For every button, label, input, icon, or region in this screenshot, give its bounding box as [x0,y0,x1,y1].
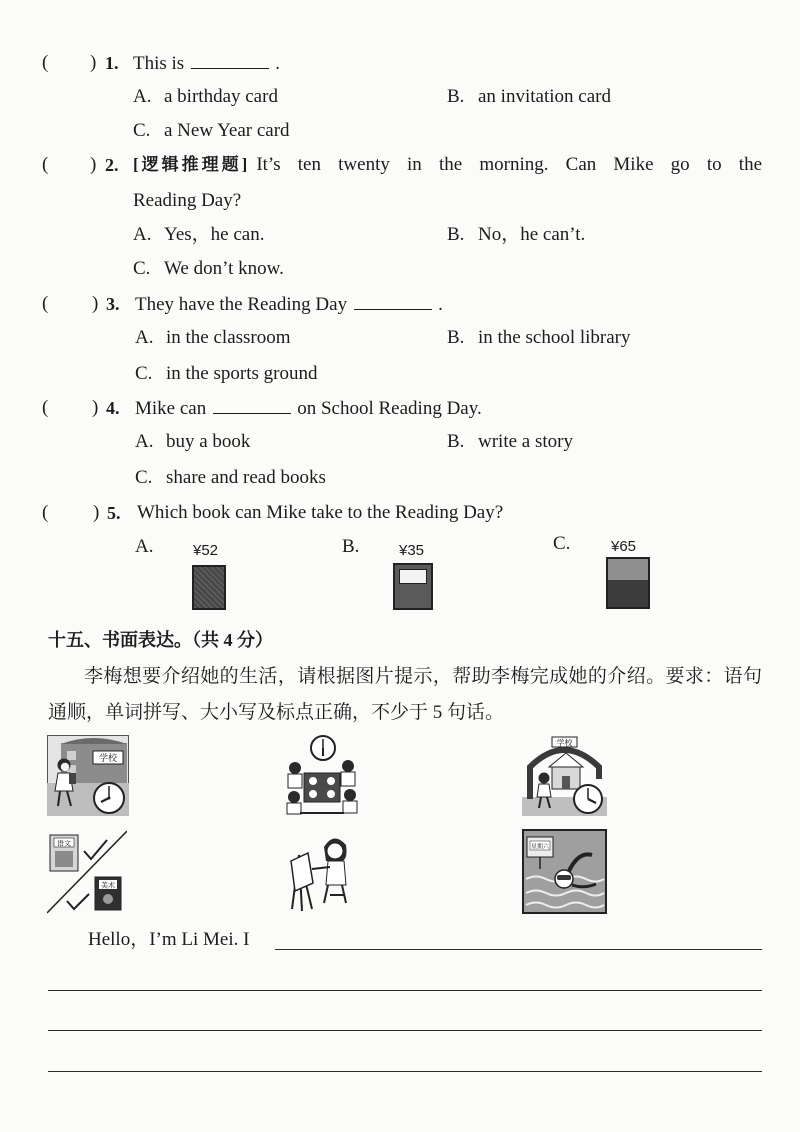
book-option-b-letter: B. [342,536,360,557]
book-option-c-letter: C. [553,533,571,554]
option-letter: A. [135,327,154,348]
question-stem [135,292,443,316]
answer-bracket-close: ) [90,52,97,73]
option-text: an invitation card [478,86,611,107]
question-stem [135,396,482,420]
book-price-c: ¥65 [611,538,637,555]
girl-figure [312,838,347,903]
option-letter: A. [133,224,152,245]
book-label [399,569,427,584]
question-number: 1. [105,53,119,73]
stem-text-continued: Reading Day? [133,190,242,211]
question-type-tag: [逻辑推理题] [133,155,251,174]
option-b [447,326,631,350]
book-price-b: ¥35 [399,542,425,559]
option-text: We don’t know. [164,258,284,279]
writing-line [48,1030,762,1031]
option-c [133,119,290,143]
answer-blank [191,51,269,69]
svg-text:学校: 学校 [98,754,118,764]
art-book-icon [95,877,121,910]
option-text: write a story [478,431,573,452]
option-letter: A. [135,431,154,452]
section-title: 十五、书面表达。（共 4 分） [48,630,273,650]
answer-bracket-open: ( [42,52,49,73]
svg-text:学校: 学校 [556,738,573,748]
option-text: a birthday card [164,86,278,107]
writing-line [48,990,762,991]
svg-text:语文: 语文 [57,839,71,848]
stem-text: They have the Reading Day [135,294,348,315]
clock-icon [311,736,335,760]
answer-bracket-open: ( [42,397,49,418]
picture-go-to-school [47,735,129,816]
book-price-a: ¥52 [193,542,219,559]
option-letter: B. [447,431,465,452]
stem-text: on School Reading Day. [297,398,482,419]
option-b [447,430,573,454]
question-number: 4. [106,398,120,418]
question-stem [133,153,762,177]
option-letter: C. [133,258,151,279]
picture-swimming [522,829,607,914]
option-a [133,85,278,109]
option-a [135,430,250,454]
picture-subjects [47,829,127,914]
option-letter: C. [135,467,153,488]
clock-icon [94,783,124,813]
option-letter: A. [133,86,152,107]
option-letter: C. [133,120,151,141]
section-instructions: 李梅想要介绍她的生活，请根据图片提示，帮助李梅完成她的介绍。要求：语句 [84,666,762,687]
picture-painting [290,829,353,914]
option-text: in the classroom [166,327,291,348]
option-text: in the sports ground [166,363,318,384]
stem-text: It’s ten twenty in the morning. Can Mike go to the [256,154,762,175]
svg-text:星期六: 星期六 [530,843,550,851]
answer-bracket-open: ( [42,154,49,175]
option-b [447,85,611,109]
answer-bracket-open: ( [42,293,49,314]
svg-text:美术: 美术 [101,881,115,890]
option-letter: B. [447,86,465,107]
chinese-book-icon [50,835,78,871]
answer-bracket-open: ( [42,502,49,523]
answer-bracket-close: ) [92,293,99,314]
writing-starter: Hello，I’m Li Mei. I [88,929,250,950]
checkmark-icon [67,894,89,909]
clock-icon [574,785,602,813]
answer-bracket-close: ) [90,154,97,175]
gate-sign [552,737,577,748]
labeled-book-icon [393,563,433,610]
option-letter: C. [135,363,153,384]
option-text: in the school library [478,327,631,348]
option-text: share and read books [166,467,326,488]
stem-text: This is [133,53,185,74]
option-b [447,223,585,247]
picture-go-home [522,735,607,816]
answer-blank [213,396,291,414]
question-stem: Which book can Mike take to the Reading Day? [137,502,504,523]
lunch-table [304,773,340,802]
writing-line [48,1071,762,1072]
option-c [135,362,317,386]
two-tone-book-icon [606,557,650,609]
checkmark-icon [84,840,107,859]
question-number: 5. [107,503,121,523]
stem-text: . [438,294,443,315]
book-option-a-letter: A. [135,536,154,557]
option-letter: B. [447,224,465,245]
option-a [135,326,291,350]
writing-line [275,949,762,950]
answer-bracket-close: ) [93,502,100,523]
picture-lunch [282,735,361,816]
section-instructions-continued: 通顺，单词拼写、大小写及标点正确，不少于 5 句话。 [48,702,505,723]
option-text: a New Year card [164,120,290,141]
option-text: buy a book [166,431,251,452]
question-stem [133,51,280,75]
option-text: Yes，he can. [164,224,265,245]
option-c [133,257,284,281]
answer-bracket-close: ) [92,397,99,418]
option-text: No，he can’t. [478,224,586,245]
easel-icon [291,853,313,911]
option-a [133,223,264,247]
dark-textured-book-icon [192,565,226,610]
option-c [135,466,326,490]
stem-text: . [275,53,280,74]
answer-blank [354,292,432,310]
question-number: 2. [105,155,119,175]
stem-text: Mike can [135,398,207,419]
school-sign [93,751,123,764]
option-letter: B. [447,327,465,348]
question-number: 3. [106,294,120,314]
